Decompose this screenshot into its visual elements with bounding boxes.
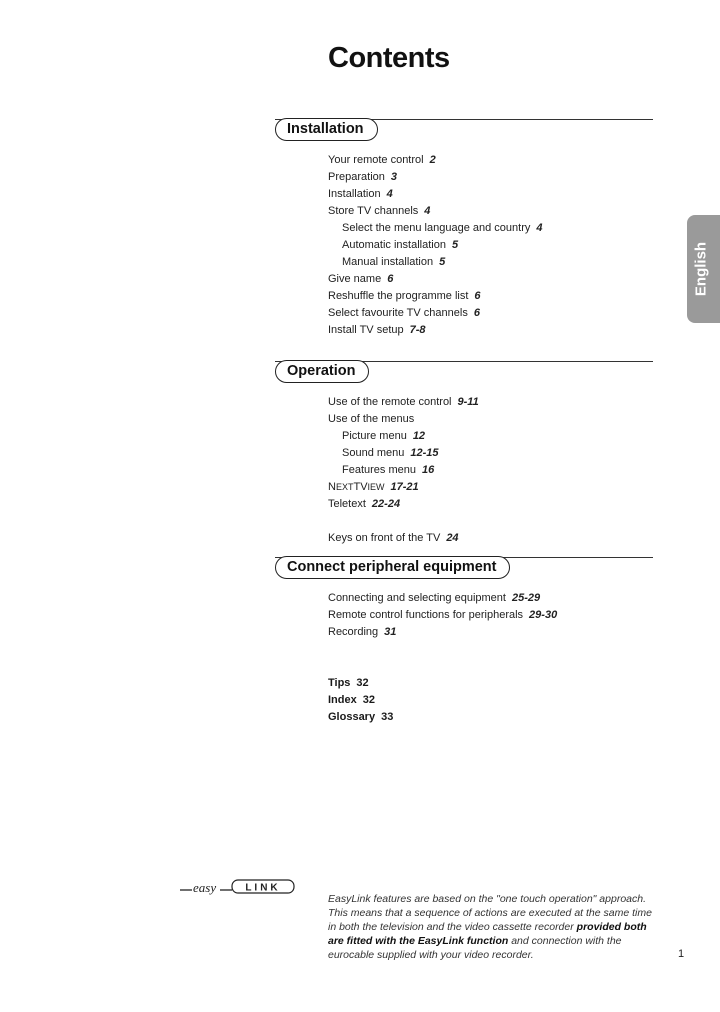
section-heading: Connect peripheral equipment (275, 556, 510, 579)
toc-subitem[interactable] (328, 220, 542, 237)
toc-page-number: 12 (412, 430, 426, 442)
toc-item-text: Teletext (328, 498, 366, 510)
toc-list (328, 590, 557, 641)
toc-item[interactable] (328, 590, 557, 607)
toc-item-text: Give name (328, 273, 382, 285)
toc-item-text: Connecting and selecting equipment (328, 592, 506, 604)
page-title: Contents (328, 42, 450, 74)
toc-item-text: Store TV channels (328, 205, 419, 217)
toc-item[interactable] (328, 530, 479, 547)
toc-page-number: 2 (429, 154, 436, 166)
nextview-ext: EXT (335, 482, 354, 492)
language-tab-label: English (692, 241, 710, 297)
extras-list (328, 675, 393, 726)
toc-item-text: Reshuffle the programme list (328, 290, 469, 302)
toc-page-number: 3 (390, 171, 397, 183)
toc-item[interactable] (328, 305, 542, 322)
toc-subitem[interactable] (328, 254, 542, 271)
toc-item-text: Tips (328, 677, 351, 689)
toc-item-text: Glossary (328, 711, 376, 723)
toc-page-number: 31 (384, 626, 397, 638)
toc-item-text: Your remote control (328, 154, 424, 166)
toc-page-number: 29-30 (529, 609, 558, 621)
section-heading: Installation (275, 118, 378, 141)
toc-subitem[interactable] (328, 428, 479, 445)
toc-item[interactable] (328, 322, 542, 339)
toc-item-text-nextview (328, 481, 385, 493)
toc-item-index[interactable] (328, 692, 393, 709)
easylink-note (328, 892, 658, 962)
toc-item[interactable] (328, 607, 557, 624)
nextview-n: N (328, 481, 336, 493)
toc-page-number: 32 (356, 677, 369, 689)
toc-item[interactable] (328, 394, 479, 411)
toc-page-number: 24 (446, 532, 459, 544)
toc-subitem[interactable] (328, 445, 479, 462)
toc-page-number: 5 (451, 239, 459, 251)
toc-item-text: Select the menu language and country (342, 222, 531, 234)
toc-item-text: Select favourite TV channels (328, 307, 468, 319)
toc-page-number: 16 (421, 464, 435, 476)
toc-page-number: 4 (386, 188, 393, 200)
page-number: 1 (678, 948, 685, 960)
toc-item-text: Use of the menus (328, 413, 415, 425)
language-tab (687, 215, 720, 323)
toc-page-number: 33 (381, 711, 394, 723)
toc-item-text: Automatic installation (342, 239, 446, 251)
toc-item[interactable] (328, 169, 542, 186)
toc-page-number: 17-21 (390, 481, 419, 493)
toc-page-number: 4 (424, 205, 431, 217)
nextview-iew: IEW (367, 482, 385, 492)
toc-item-tips[interactable] (328, 675, 393, 692)
toc-item-text: Remote control functions for peripherals (328, 609, 524, 621)
toc-page-number: 5 (439, 256, 446, 268)
toc-item-text: Sound menu (342, 447, 405, 459)
toc-item[interactable] (328, 288, 542, 305)
toc-item[interactable] (328, 203, 542, 220)
toc-subitem[interactable] (328, 237, 542, 254)
toc-item-text: Preparation (328, 171, 385, 183)
toc-page-number: 4 (536, 222, 543, 234)
toc-page-number: 22-24 (371, 498, 401, 510)
easylink-logo-suffix: LINK (245, 882, 281, 894)
toc-page-number: 6 (473, 307, 480, 319)
toc-item-text: Recording (328, 626, 379, 638)
nextview-tv: TV (353, 481, 368, 493)
toc-item-text: Picture menu (342, 430, 407, 442)
toc-item-text: Install TV setup (328, 324, 404, 336)
toc-page-number: 6 (474, 290, 481, 302)
toc-item[interactable] (328, 496, 479, 513)
toc-item-text: Index (328, 694, 357, 706)
toc-page-number: 9-11 (457, 396, 479, 408)
toc-page-number: 6 (387, 273, 394, 285)
easylink-note-bold: provided both are fitted with the EasyLink function (328, 920, 647, 947)
toc-item[interactable] (328, 271, 542, 288)
toc-item[interactable] (328, 152, 542, 169)
easylink-logo (180, 876, 300, 907)
toc-item[interactable] (328, 186, 542, 203)
easylink-note-text-end: and connection with the eurocable supplied with your video recorder. (328, 934, 622, 961)
section-heading: Operation (275, 360, 369, 383)
toc-list (328, 152, 542, 339)
toc-item-glossary[interactable] (328, 709, 393, 726)
toc-page-number: 7-8 (409, 324, 426, 336)
toc-item-text: Keys on front of the TV (328, 532, 441, 544)
toc-item[interactable] (328, 479, 479, 496)
toc-item-text: Features menu (342, 464, 416, 476)
toc-page-number: 32 (362, 694, 375, 706)
toc-subitem[interactable] (328, 462, 479, 479)
toc-item-text: Installation (328, 188, 381, 200)
toc-item[interactable] (328, 624, 557, 641)
easylink-note-text: EasyLink features are based on the "one touch operation" approach. This means that a sequence of actions are executed at the same time in both the television and the video cassette recorder (328, 892, 652, 933)
toc-item[interactable] (328, 411, 479, 428)
toc-page-number: 25-29 (511, 592, 541, 604)
toc-list (328, 394, 479, 547)
easylink-logo-graphic (180, 876, 300, 902)
easylink-logo-word: easy (193, 880, 217, 895)
toc-item-text: Manual installation (342, 256, 434, 268)
toc-item-text: Use of the remote control (328, 396, 452, 408)
toc-page-number: 12-15 (410, 447, 439, 459)
